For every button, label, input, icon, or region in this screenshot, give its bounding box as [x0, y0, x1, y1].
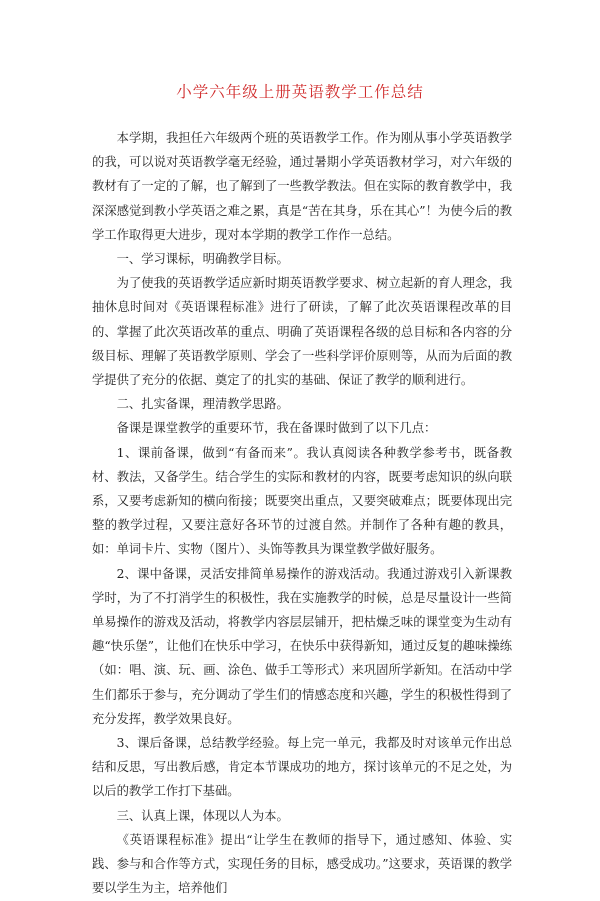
section-heading-2: 二、扎实备课，理清教学思路。 — [116, 397, 289, 412]
body-paragraph: 2、课中备课，灵活安排简单易操作的游戏活动。我通过游戏引入新课教学时，为了不打消学生的积极性，我在实施教学的时候，总是尽量设计一些简单易操作的游戏及活动，将教学内容层层铺开，把枯燥乏味的课堂变为生动有趣“快乐堡”，让他们在快乐中学习，在快乐中获得新知，通过反复的趣味操练（如：唱、演、玩、画、涂色、做手工等形式）来巩固所学新知。在活动中学生们都乐于参与，充分调动了学生们的情感态度和兴趣，学生的积极性得到了充分发挥，教学效果良好。 — [92, 566, 512, 726]
body-paragraph: 备课是课堂教学的重要环节，我在备课时做到了以下几点： — [116, 421, 437, 436]
body-paragraph: 1、课前备课，做到“有备而来”。我认真阅读各种教学参考书，既备教材、教法，又备学生。结合学生的实际和教材的内容，既要考虑知识的纵向联系，又要考虑新知的横向衔接；既要突出重点，又要突破难点；既要体现出完整的教学过程，又要注意好各环节的过渡自然。并制作了各种有趣的教具，如：单词卡片、实物（图片）、头饰等教具为课堂教学做好服务。 — [92, 445, 512, 557]
document-body — [92, 126, 512, 901]
intro-paragraph: 本学期，我担任六年级两个班的英语教学工作。作为刚从事小学英语教学的我，可以说对英语教学毫无经验，通过暑期小学英语教材学习，对六年级的教材有了一定的了解，也了解到了一些教学教法。但在实际的教育教学中，我深深感觉到教小学英语之难之累，真是“苦在其身，乐在其心”！为使今后的教学工作取得更大进步，现对本学期的教学工作作一总结。 — [92, 131, 512, 242]
section-heading-3: 三、认真上课，体现以人为本。 — [116, 808, 289, 823]
body-paragraph: 3、课后备课，总结教学经验。每上完一单元，我都及时对该单元作出总结和反思，写出教后感，肯定本节课成功的地方，探讨该单元的不足之处，为以后的教学工作打下基础。 — [92, 736, 512, 799]
body-paragraph: 《英语课程标准》提出“让学生在教师的指导下，通过感知、体验、实践、参与和合作等方式，实现任务的目标，感受成功。”这要求，英语课的教学要以学生为主，培养他们 — [92, 832, 512, 896]
document-title: 小学六年级上册英语教学工作总结 — [176, 83, 424, 101]
body-paragraph: 为了使我的英语教学适应新时期英语教学要求、树立起新的育人理念，我抽休息时间对《英语课程标准》进行了研读，了解了此次英语课程改革的目的、掌握了此次英语改革的重点、明确了英语课程各级的总目标和各内容的分级目标、理解了英语教学原则、学会了一些科学评价原则等，从而为后面的教学提供了充分的依据、奠定了的扎实的基础、保证了教学的顺利进行。 — [92, 276, 512, 388]
section-heading-1: 一、学习课标，明确教学目标。 — [116, 252, 289, 267]
